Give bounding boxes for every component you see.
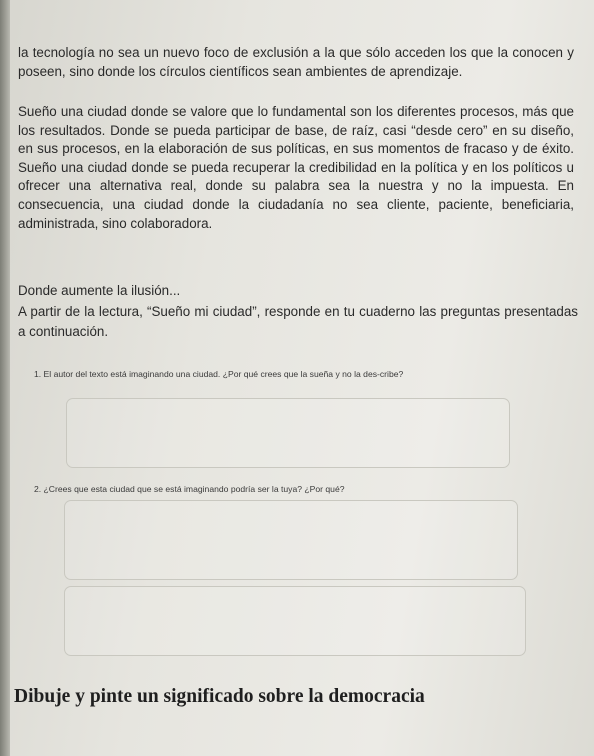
page-edge-shadow	[0, 0, 10, 756]
instruction-text: A partir de la lectura, “Sueño mi ciudad”, responde en tu cuaderno las preguntas presentadas a continuación.	[18, 304, 578, 339]
question-2: 2. ¿Crees que esta ciudad que se está imaginando podría ser la tuya? ¿Por qué?	[34, 484, 345, 494]
reading-paragraph-3: Donde aumente la ilusión...	[18, 283, 181, 298]
reading-paragraph-2: Sueño una ciudad donde se valore que lo fundamental son los diferentes procesos, más que los resultados. Donde se pueda participar de base, de raíz, casi “desde cero” en su diseño, en sus procesos, en la elaboración de sus políticas, en sus momentos de fracaso y de éxito. Sueño una ciudad donde se pueda recuperar la credibilidad en la política y en los políticos u ofrecer una alternativa real, donde su palabra sea la nuestra y no la impuesta. En consecuencia, una ciudad donde la ciudadanía no sea cliente, paciente, beneficiaria, administrada, sino colaboradora.	[18, 104, 574, 231]
answer-box-2[interactable]	[64, 500, 518, 580]
question-1: 1. El autor del texto está imaginando una ciudad. ¿Por qué crees que la sueña y no la des-cribe?	[34, 369, 404, 379]
answer-box-3[interactable]	[64, 586, 526, 656]
reading-paragraph-1: la tecnología no sea un nuevo foco de exclusión a la que sólo acceden los que la conocen y poseen, sino donde los círculos científicos sean ambientes de aprendizaje.	[18, 45, 574, 79]
activity-heading: Dibuje y pinte un significado sobre la democracia	[14, 686, 425, 707]
answer-box-1[interactable]	[66, 398, 510, 468]
